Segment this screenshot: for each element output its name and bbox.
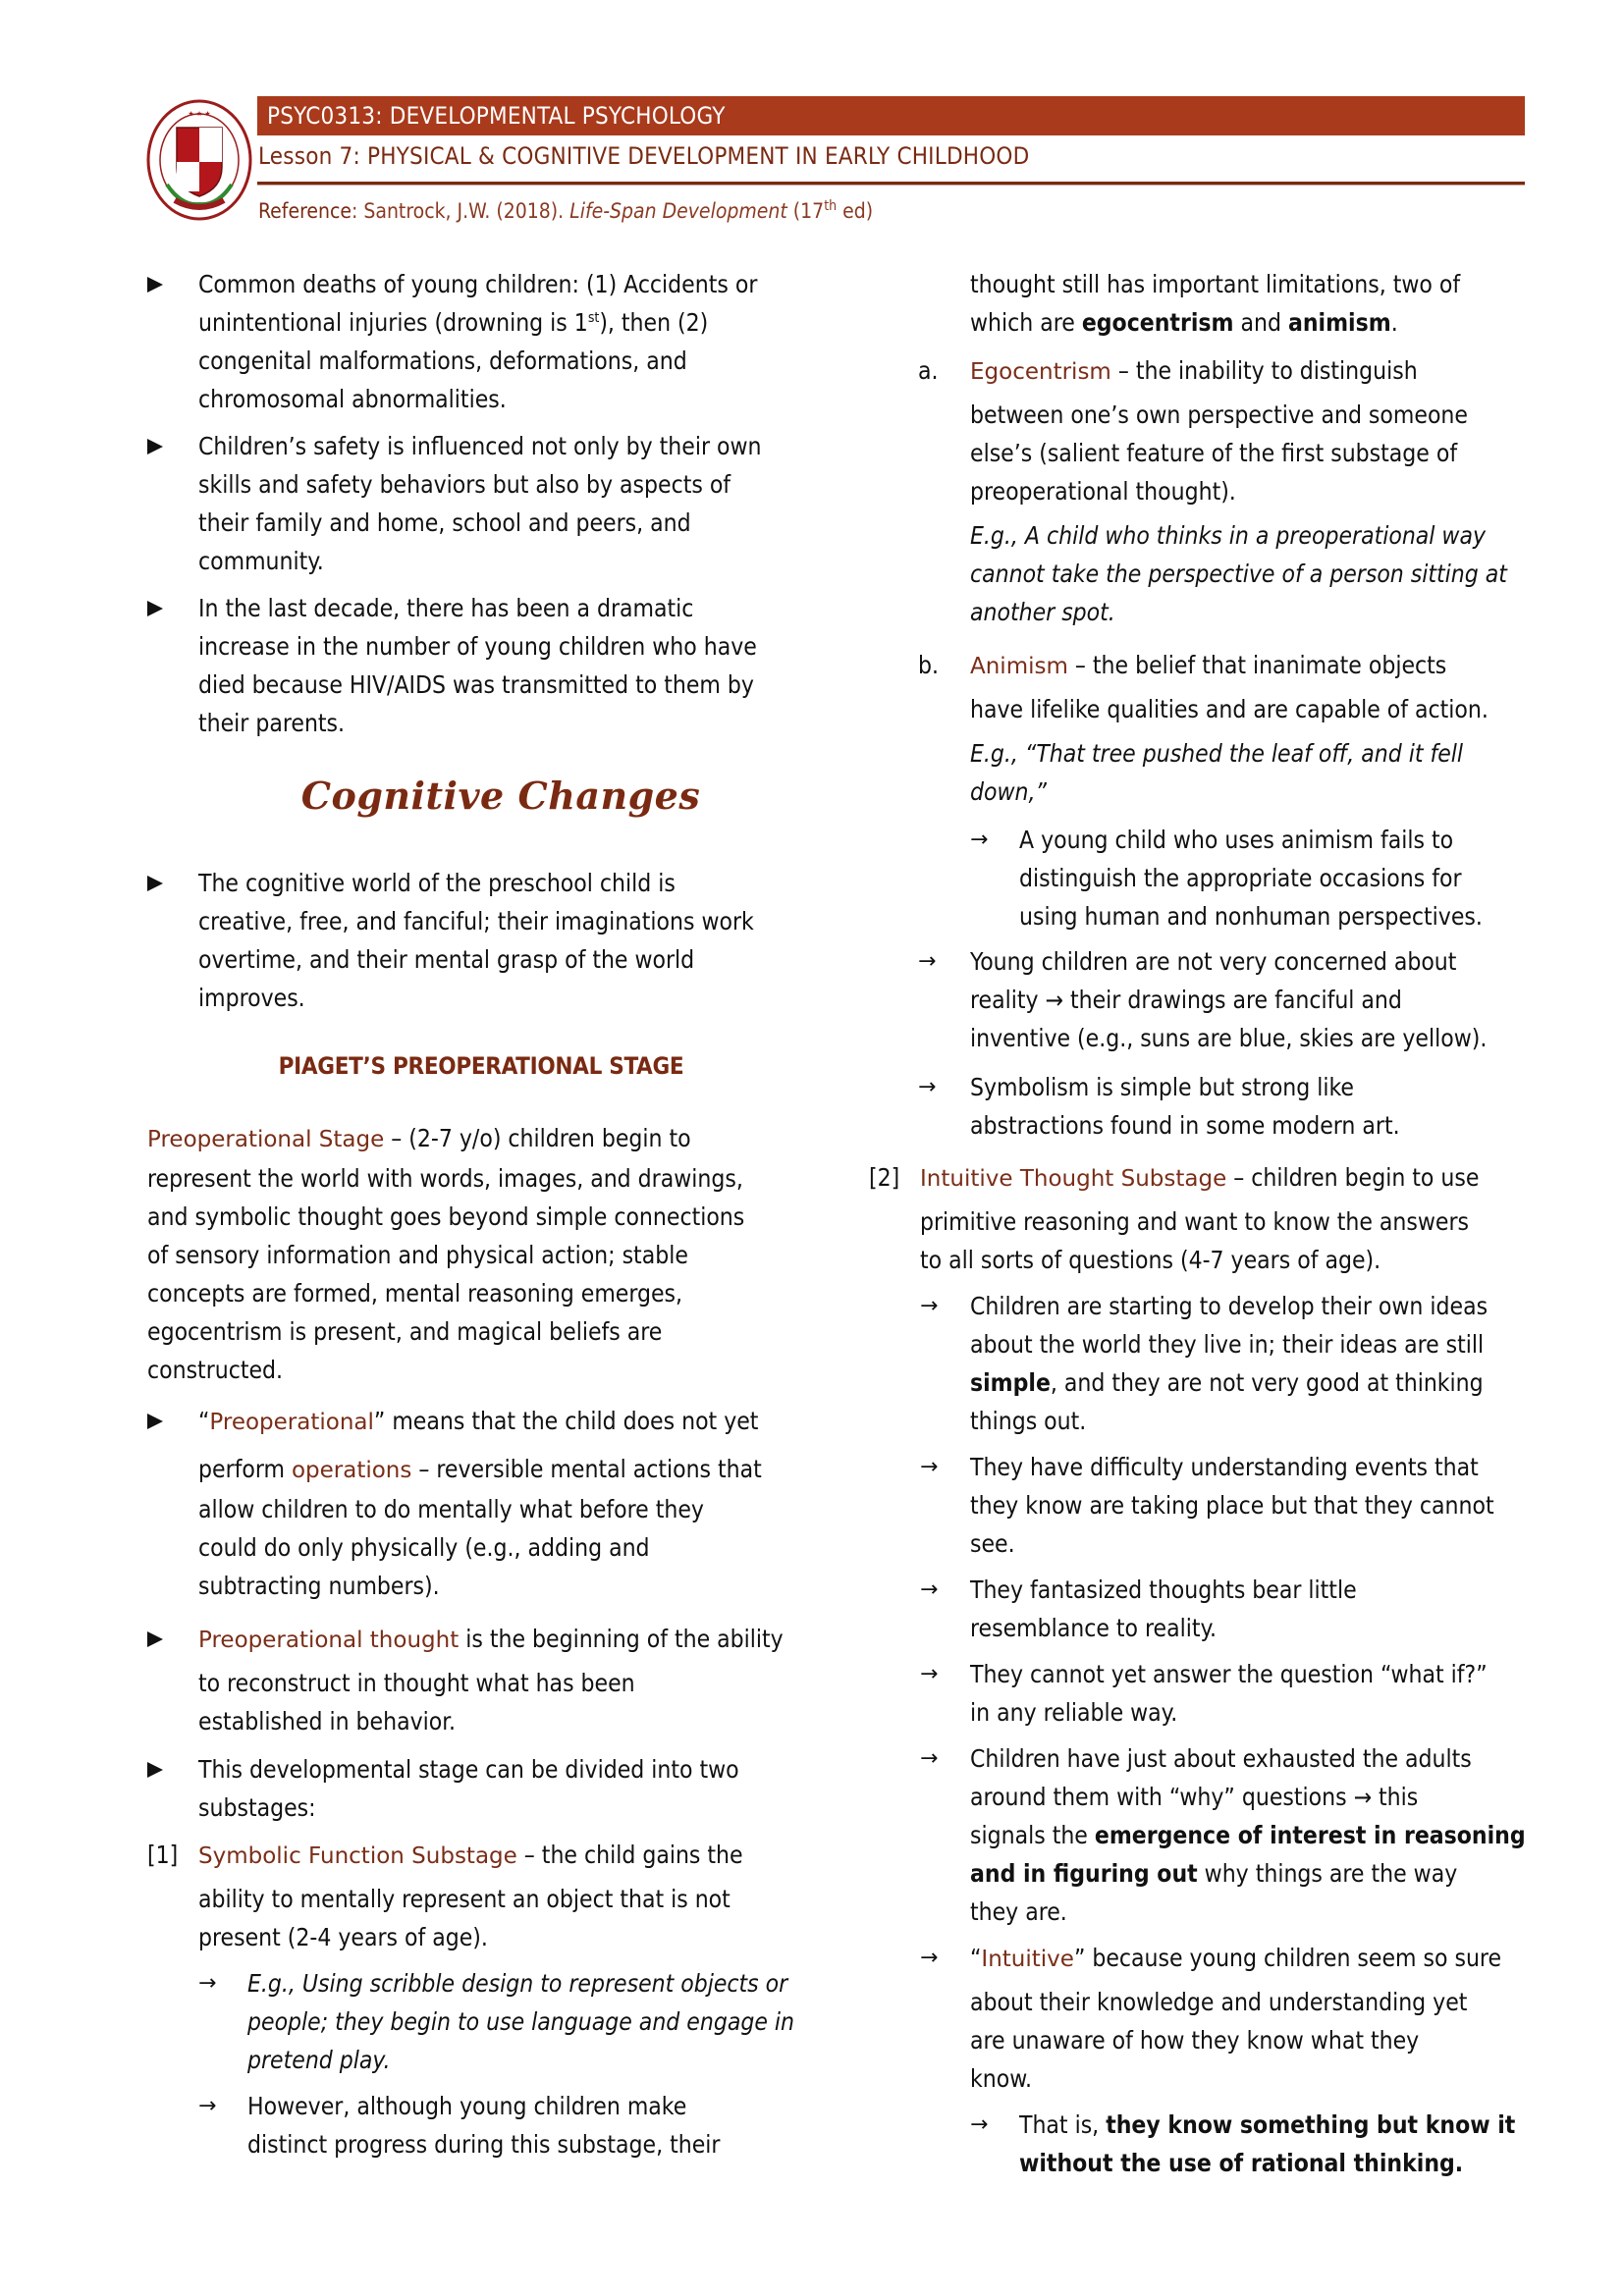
text-run: why things are the way — [1197, 1859, 1458, 1888]
substage-text — [920, 1158, 1556, 1199]
intuitive-arrow-item — [920, 1655, 1556, 1732]
bullet-text: allow children to do mentally what before they — [198, 1495, 704, 1523]
item-text: They fantasized thoughts bear little — [970, 1575, 1357, 1604]
item-text: Symbolism is simple but strong like — [970, 1073, 1354, 1101]
item-text: without the use of rational thinking. — [1019, 2149, 1464, 2177]
bold-animism: animism — [1287, 308, 1391, 337]
example-block — [970, 516, 1556, 631]
text-run: perform — [198, 1455, 292, 1483]
text-run: ), then (2) — [599, 308, 709, 337]
term-symbolic-function-substage: Symbolic Function Substage — [198, 1843, 517, 1869]
right-arrow-icon: → — [970, 2112, 989, 2137]
bullet-text — [198, 1450, 835, 1490]
item-text: they know are taking place but that they cannot — [970, 1491, 1494, 1520]
paragraph-line: thought still has important limitations, two of — [970, 270, 1461, 298]
item-text: about the world they live in; their ideas are still — [970, 1330, 1485, 1359]
right-arrow-icon: → — [920, 1455, 939, 1479]
bullet-text: The cognitive world of the preschool child is — [198, 869, 676, 897]
bullet-text: their family and home, school and peers, and — [198, 508, 691, 537]
right-arrow-icon: → — [920, 1946, 939, 1970]
bullet-text: This developmental stage can be divided into two — [198, 1755, 739, 1784]
svg-text:★ ★ ★: ★ ★ ★ — [188, 110, 211, 118]
text-run: is the beginning of the ability — [459, 1625, 784, 1653]
text-run: , and they are not very good at thinking — [1050, 1368, 1484, 1397]
item-text — [970, 351, 1556, 392]
animism-sub-item — [970, 821, 1556, 935]
bullet-text: substages: — [198, 1793, 316, 1822]
arrow-item-reality — [918, 942, 1556, 1057]
substage-number: [1] — [147, 1841, 179, 1869]
example-text: pretend play. — [247, 2046, 391, 2074]
right-arrow-icon: → — [920, 1746, 939, 1771]
text-run: which are — [970, 308, 1082, 337]
text-run: and — [1233, 308, 1288, 337]
definition-line: constructed. — [147, 1356, 284, 1384]
bullet-childrens-safety — [147, 427, 835, 580]
bullet-text: However, although young children make — [247, 2092, 687, 2120]
example-text: cannot take the perspective of a person sitting at — [970, 560, 1507, 588]
list-marker: a. — [918, 356, 939, 385]
bullet-text: Common deaths of young children: (1) Accidents or — [198, 270, 758, 298]
term-operations: operations — [291, 1458, 412, 1483]
definition-line: egocentrism is present, and magical beliefs are — [147, 1317, 663, 1346]
definition-line: represent the world with words, images, and drawings, — [147, 1164, 743, 1193]
item-text — [970, 1363, 1556, 1402]
right-arrow-icon: → — [198, 1971, 217, 1996]
substage-text — [198, 1836, 835, 1876]
bullet-text — [198, 303, 835, 342]
bold-simple: simple — [970, 1368, 1051, 1397]
definition-line: and symbolic thought goes beyond simple connections — [147, 1202, 745, 1231]
arrowhead-bullet-icon — [147, 876, 163, 891]
term-preoperational-thought: Preoperational thought — [198, 1628, 460, 1653]
reference-edition-end: ed) — [837, 199, 874, 223]
right-arrow-icon: → — [198, 2094, 217, 2118]
list-marker: b. — [918, 651, 939, 679]
text-run: – children begin to use — [1226, 1163, 1480, 1192]
text-run: That is, — [1019, 2110, 1107, 2139]
item-text: abstractions found in some modern art. — [970, 1111, 1400, 1140]
substage-text: to all sorts of questions (4-7 years of age). — [920, 1246, 1381, 1274]
item-text: things out. — [970, 1407, 1087, 1435]
substage-text: primitive reasoning and want to know the answers — [920, 1207, 1470, 1236]
bullet-preoperational-thought — [147, 1620, 835, 1740]
item-text: They cannot yet answer the question “what if?” — [970, 1660, 1488, 1688]
text-run: ” because young children seem so sure — [1073, 1944, 1502, 1972]
example-block — [970, 734, 1556, 811]
paragraph-line — [970, 303, 1559, 342]
right-arrow-icon: → — [920, 1662, 939, 1686]
substage-symbolic-function — [147, 1836, 835, 2163]
right-arrow-icon: → — [918, 949, 937, 974]
reference-line — [258, 199, 873, 223]
term-preoperational-stage: Preoperational Stage — [147, 1127, 385, 1152]
item-animism — [918, 646, 1556, 935]
intuitive-arrow-item — [920, 1287, 1556, 1440]
course-title-bar — [257, 96, 1525, 135]
item-text: A young child who uses animism fails to — [1019, 826, 1454, 854]
item-text: know. — [970, 2064, 1032, 2093]
arrow-item-symbolism — [918, 1068, 1556, 1145]
item-text: distinguish the appropriate occasions for — [1019, 864, 1462, 892]
term-egocentrism: Egocentrism — [970, 359, 1111, 385]
text-run: ” means that the child does not yet — [373, 1407, 759, 1435]
bullet-text: their parents. — [198, 709, 346, 737]
right-arrow-icon: → — [918, 1075, 937, 1099]
arrowhead-bullet-icon — [147, 1414, 163, 1429]
item-text — [970, 1816, 1556, 1854]
substage-text: ability to mentally represent an object that is not — [198, 1885, 731, 1913]
item-text: Young children are not very concerned about — [970, 947, 1457, 976]
item-text: inventive (e.g., suns are blue, skies are yellow). — [970, 1024, 1488, 1052]
quote: “ — [198, 1407, 210, 1435]
example-item — [198, 1964, 835, 2079]
example-text: E.g., A child who thinks in a preoperational way — [970, 521, 1487, 550]
bullet-hiv-aids — [147, 589, 835, 742]
bullet-text — [198, 1620, 835, 1660]
item-text: resemblance to reality. — [970, 1614, 1218, 1642]
item-text: Children have just about exhausted the adults — [970, 1744, 1472, 1773]
bullet-text: congenital malformations, deformations, and — [198, 347, 687, 375]
substage-text: present (2-4 years of age). — [198, 1923, 488, 1951]
term-intuitive: Intuitive — [981, 1947, 1074, 1972]
right-arrow-icon: → — [920, 1294, 939, 1318]
that-is-item — [970, 2106, 1556, 2182]
item-text: preoperational thought). — [970, 477, 1236, 506]
term-animism: Animism — [970, 654, 1068, 679]
reference-edition-sup: th — [824, 198, 838, 214]
item-text: about their knowledge and understanding yet — [970, 1988, 1468, 2016]
bullet-text: creative, free, and fanciful; their imaginations work — [198, 907, 754, 935]
bullet-preoperational-meaning — [147, 1402, 835, 1605]
lesson-title: Lesson 7: PHYSICAL & COGNITIVE DEVELOPMENT IN EARLY CHILDHOOD — [258, 142, 1030, 170]
item-text: in any reliable way. — [970, 1698, 1178, 1727]
bullet-text: chromosomal abnormalities. — [198, 385, 507, 413]
intuitive-arrow-item — [920, 1939, 1556, 2182]
arrowhead-bullet-icon — [147, 1631, 163, 1647]
term-intuitive-thought-substage: Intuitive Thought Substage — [920, 1166, 1227, 1192]
bullet-two-substages — [147, 1750, 835, 1827]
term-preoperational: Preoperational — [209, 1410, 374, 1435]
quote: “ — [970, 1944, 982, 1972]
arrowhead-bullet-icon — [147, 439, 163, 454]
bullet-text: In the last decade, there has been a dramatic — [198, 594, 694, 622]
definition-line: of sensory information and physical action; stable — [147, 1241, 688, 1269]
item-text: Children are starting to develop their own ideas — [970, 1292, 1489, 1320]
bold-egocentrism: egocentrism — [1081, 308, 1234, 337]
arrowhead-bullet-icon — [147, 1762, 163, 1778]
text-run: unintentional injuries (drowning is 1 — [198, 308, 588, 337]
however-item — [198, 2087, 835, 2163]
bold-know-something: they know something but know it — [1106, 2110, 1516, 2139]
bullet-text: subtracting numbers). — [198, 1572, 440, 1600]
bold-figuring-out: and in figuring out — [970, 1859, 1198, 1888]
text-run: – the inability to distinguish — [1110, 356, 1418, 385]
arrowhead-bullet-icon — [147, 277, 163, 293]
example-text: down,” — [970, 777, 1047, 806]
bullet-text — [198, 1402, 835, 1442]
item-text: between one’s own perspective and someone — [970, 400, 1468, 429]
bullet-text: to reconstruct in thought what has been — [198, 1669, 635, 1697]
bullet-text: improves. — [198, 984, 305, 1012]
item-text — [970, 1854, 1556, 1893]
reference-label: Reference — [258, 199, 352, 223]
subheading-piaget: PIAGET’S PREOPERATIONAL STAGE — [278, 1052, 684, 1080]
item-text — [970, 646, 1556, 686]
bullet-text: increase in the number of young children who have — [198, 632, 757, 661]
item-text: are unaware of how they know what they — [970, 2026, 1420, 2055]
item-text: They have difficulty understanding events that — [970, 1453, 1479, 1481]
bullet-cognitive-world — [147, 864, 835, 1017]
text-run: – (2-7 y/o) children begin to — [384, 1124, 691, 1152]
university-seal-icon — [137, 98, 261, 222]
course-title: PSYC0313: DEVELOPMENTAL PSYCHOLOGY — [267, 102, 726, 130]
bullet-text: overtime, and their mental grasp of the world — [198, 945, 695, 974]
limitations-continued — [970, 265, 1559, 342]
header-divider — [257, 182, 1525, 186]
bullet-common-deaths — [147, 265, 835, 418]
item-text: see. — [970, 1529, 1015, 1558]
example-text: people; they begin to use language and engage in — [247, 2007, 794, 2036]
substage-intuitive-thought — [869, 1158, 1556, 2182]
right-arrow-icon: → — [970, 828, 989, 852]
section-heading-cognitive-changes: Cognitive Changes — [300, 774, 701, 818]
item-text: around them with “why” questions → this — [970, 1783, 1419, 1811]
definition-line: concepts are formed, mental reasoning emerges, — [147, 1279, 683, 1308]
item-text: they are. — [970, 1897, 1067, 1926]
definition-line — [147, 1119, 835, 1159]
item-egocentrism — [918, 351, 1556, 631]
intuitive-arrow-item — [920, 1739, 1556, 1931]
preoperational-stage-definition — [147, 1119, 835, 1389]
bullet-text: Children’s safety is influenced not only by their own — [198, 432, 762, 460]
text-run: signals the — [970, 1821, 1095, 1849]
reference-edition: (17 — [786, 199, 825, 223]
reference-title: Life-Span Development — [569, 199, 787, 223]
reference-author: : Santrock, J.W. (2018). — [352, 199, 570, 223]
item-text: else’s (salient feature of the first substage of — [970, 439, 1458, 467]
text-run: . — [1390, 308, 1398, 337]
arrowhead-bullet-icon — [147, 601, 163, 616]
item-text: have lifelike qualities and are capable of action. — [970, 695, 1489, 723]
bullet-text: community. — [198, 547, 324, 575]
text-run: – reversible mental actions that — [411, 1455, 762, 1483]
bullet-text: skills and safety behaviors but also by aspects of — [198, 470, 731, 499]
substage-number: [2] — [869, 1163, 900, 1192]
example-text: E.g., Using scribble design to represent objects or — [247, 1969, 788, 1998]
item-text — [1019, 2106, 1556, 2144]
bullet-text: distinct progress during this substage, their — [247, 2130, 721, 2159]
item-text — [970, 1939, 1556, 1979]
intuitive-arrow-item — [920, 1571, 1556, 1647]
item-text: using human and nonhuman perspectives. — [1019, 902, 1483, 931]
intuitive-arrow-item — [920, 1448, 1556, 1563]
bold-emergence: emergence of interest in reasoning — [1094, 1821, 1526, 1849]
superscript: st — [587, 309, 600, 326]
text-run: – the child gains the — [516, 1841, 743, 1869]
bullet-text: could do only physically (e.g., adding and — [198, 1533, 650, 1562]
example-text: E.g., “That tree pushed the leaf off, and it fell — [970, 739, 1464, 768]
bullet-text: died because HIV/AIDS was transmitted to them by — [198, 670, 754, 699]
item-text: reality → their drawings are fanciful and — [970, 986, 1402, 1014]
right-arrow-icon: → — [920, 1577, 939, 1602]
text-run: – the belief that inanimate objects — [1067, 651, 1447, 679]
bullet-text: established in behavior. — [198, 1707, 457, 1735]
example-text: another spot. — [970, 598, 1115, 626]
